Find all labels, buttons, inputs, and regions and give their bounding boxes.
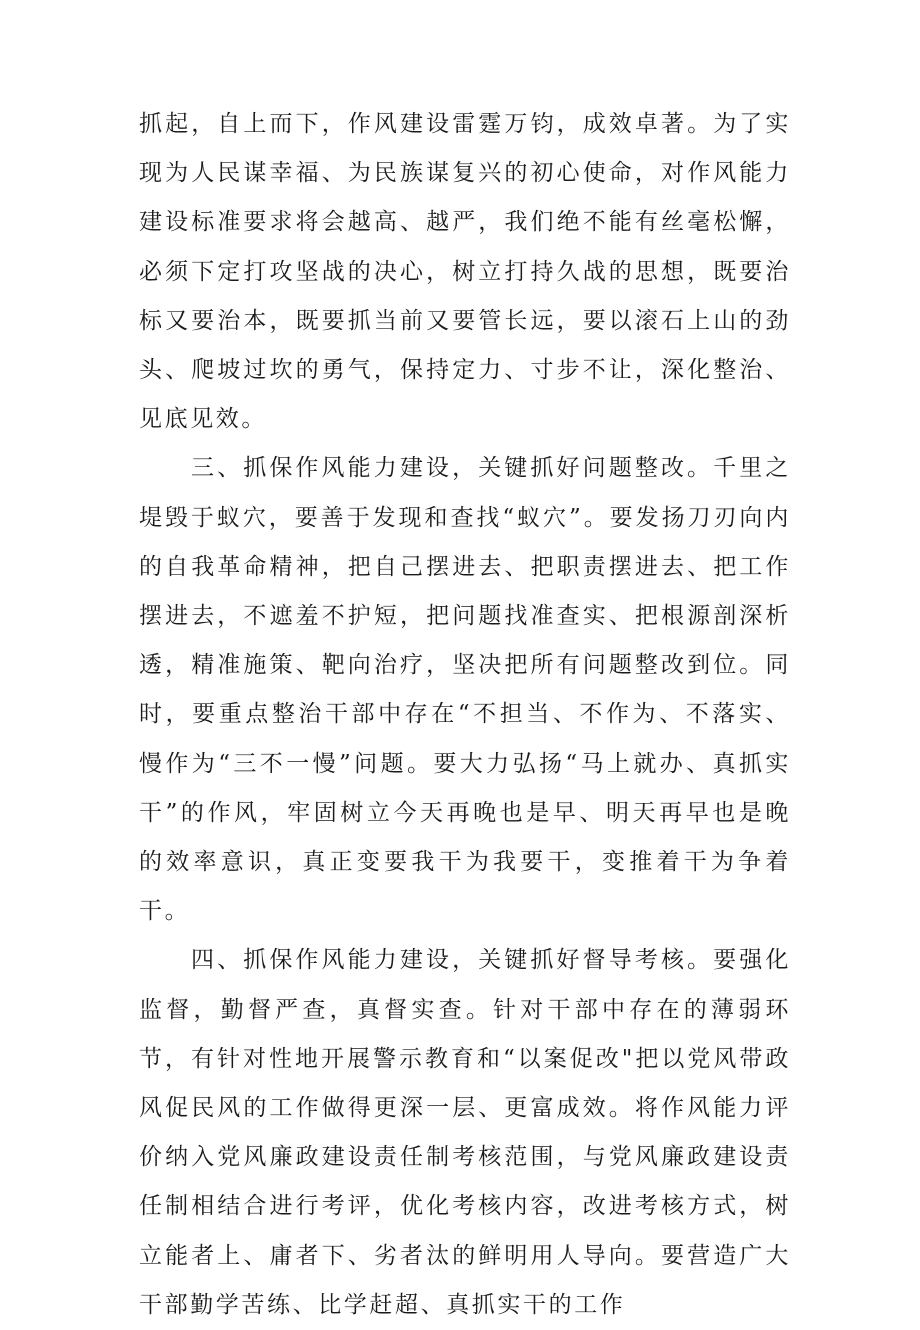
paragraph-continuation: 抓起，自上而下，作风建设雷霆万钧，成效卓著。为了实现为人民谋幸福、为民族谋复兴的初心使命，对作风能力建设标准要求将会越高、越严，我们绝不能有丝毫松懈，必须下定打攻坚战的决心，树立打持久战的思想，既要治标又要治本，既要抓当前又要管长远，要以滚石上山的劲头、爬坡过坎的勇气，保持定力、寸步不让，深化整治、见底见效。 (139, 111, 791, 433)
paragraph-section-four: 四、抓保作风能力建设，关键抓好督导考核。要强化监督，勤督严查，真督实查。针对干部中存在的薄弱环节，有针对性地开展警示教育和“以案促改"把以党风带政风促民风的工作做得更深一层、更富成效。将作风能力评价纳入党风廉政建设责任制考核范围，与党风廉政建设责任制相结合进行考评，优化考核内容，改进考核方式，树立能者上、庸者下、劣者汰的鲜明用人导向。要营造广大干部勤学苦练、比学赶超、真抓实干的工作 (139, 947, 791, 1318)
document-body (139, 100, 791, 1330)
paragraph-section-three: 三、抓保作风能力建设，关键抓好问题整改。千里之堤毁于蚁穴，要善于发现和查找“蚁穴”。要发扬刀刃向内的自我革命精神，把自己摆进去、把职责摆进去、把工作摆进去，不遮羞不护短，把问题找准查实、把根源剖深析透，精准施策、靶向治疗，坚决把所有问题整改到位。同时，要重点整治干部中存在“不担当、不作为、不落实、慢作为“三不一慢”问题。要大力弘扬“马上就办、真抓实干”的作风，牢固树立今天再晚也是早、明天再早也是晚的效率意识，真正变要我干为我要干，变推着干为争着干。 (139, 455, 791, 925)
